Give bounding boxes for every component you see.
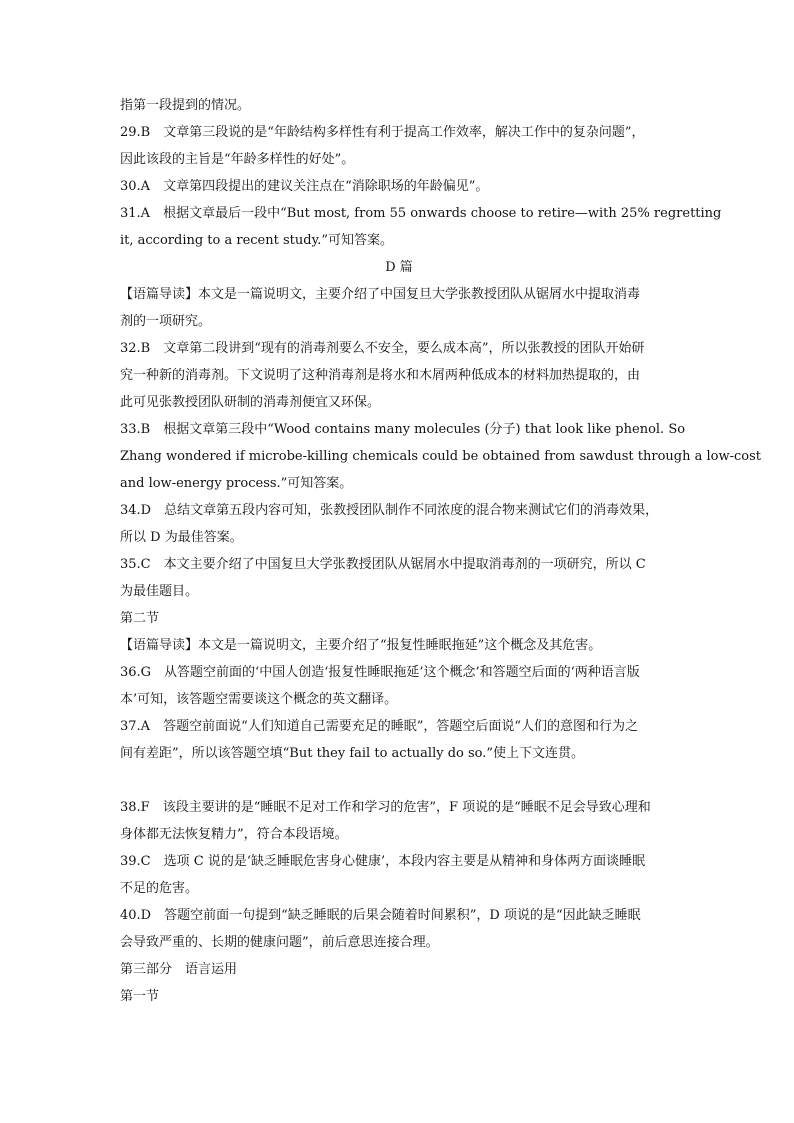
section-heading-part2: 第二节 [120, 611, 160, 626]
answer-29-line: 29.B 文章第三段说的是“年龄结构多样性有利于提高工作效率，解决工作中的复杂问题”， [120, 125, 645, 140]
text-line: and low-energy process.”可知答案。 [120, 476, 353, 491]
answer-32-line: 32.B 文章第二段讲到“现有的消毒剂要么不安全，要么成本高”，所以张教授的团队开始研 [120, 341, 645, 356]
text-line: 剂的一项研究。 [120, 314, 212, 329]
answer-34-line: 34.D 总结文章第五段内容可知，张教授团队制作不同浓度的混合物来测试它们的消毒效果， [120, 503, 659, 518]
answer-33-line: 33.B 根据文章第三段中“Wood contains many molecules (分子) that look like phenol. So [120, 422, 686, 437]
reading-guide-line: 【语篇导读】本文是一篇说明文，主要介绍了中国复旦大学张教授团队从锯屑水中提取消毒 [120, 287, 641, 302]
text-line: 此可见张教授团队研制的消毒剂便宜又环保。 [120, 395, 381, 410]
answer-39-line: 39.C 选项 C 说的是‘缺乏睡眠危害身心健康’，本段内容主要是从精神和身体两方面谈睡眠 [120, 854, 646, 869]
text-line: it, according to a recent study.”可知答案。 [120, 233, 393, 248]
text-line: 间有差距”，所以该答题空填“But they fail to actually do so.”使上下文连贯。 [120, 746, 585, 761]
text-line: 会导致严重的、长期的健康问题”，前后意思连接合理。 [120, 935, 439, 950]
section-heading-part3-1: 第一节 [120, 989, 160, 1004]
text-line: 所以 D 为最佳答案。 [120, 530, 243, 545]
text-line: 身体都无法恢复精力”，符合本段语境。 [120, 827, 348, 842]
text-line: 因此该段的主旨是“年龄多样性的好处”。 [120, 152, 355, 167]
answer-31-line: 31.A 根据文章最后一段中“But most, from 55 onwards choose to retire—with 25% regretting [120, 206, 722, 221]
answer-35-line: 35.C 本文主要介绍了中国复旦大学张教授团队从锯屑水中提取消毒剂的一项研究，所以 C [120, 557, 646, 572]
text-line: 指第一段提到的情况。 [120, 98, 251, 113]
answer-30-line: 30.A 文章第四段提出的建议关注点在“消除职场的年龄偏见”。 [120, 179, 489, 194]
section-heading-part3: 第三部分 语言运用 [120, 962, 238, 977]
answer-40-line: 40.D 答题空前面一句提到“缺乏睡眠的后果会随着时间累积”，D 项说的是“因此缺乏睡眠 [120, 908, 641, 923]
text-line: 不足的危害。 [120, 881, 199, 896]
document-page [120, 92, 762, 1010]
answer-38-line: 38.F 该段主要讲的是“睡眠不足对工作和学习的危害”，F 项说的是“睡眠不足会导致心理和 [120, 800, 651, 815]
reading-guide-line: 【语篇导读】本文是一篇说明文，主要介绍了“报复性睡眠拖延”这个概念及其危害。 [120, 638, 602, 653]
answer-37-line: 37.A 答题空前面说“人们知道自己需要充足的睡眠”，答题空后面说“人们的意图和行为之 [120, 719, 639, 734]
blank-spacer [120, 767, 678, 794]
text-line: Zhang wondered if microbe-killing chemicals could be obtained from sawdust through a low-cost [120, 449, 762, 464]
text-line: 本’可知，该答题空需要谈这个概念的英文翻译。 [120, 692, 398, 707]
section-heading-d: D 篇 [385, 260, 413, 275]
answer-36-line: 36.G 从答题空前面的‘中国人创造‘报复性睡眠拖延’这个概念’和答题空后面的‘两种语言版 [120, 665, 640, 680]
text-line: 为最佳题目。 [120, 584, 199, 599]
text-line: 究一种新的消毒剂。下文说明了这种消毒剂是将水和木屑两种低成本的材料加热提取的，由 [120, 368, 641, 383]
